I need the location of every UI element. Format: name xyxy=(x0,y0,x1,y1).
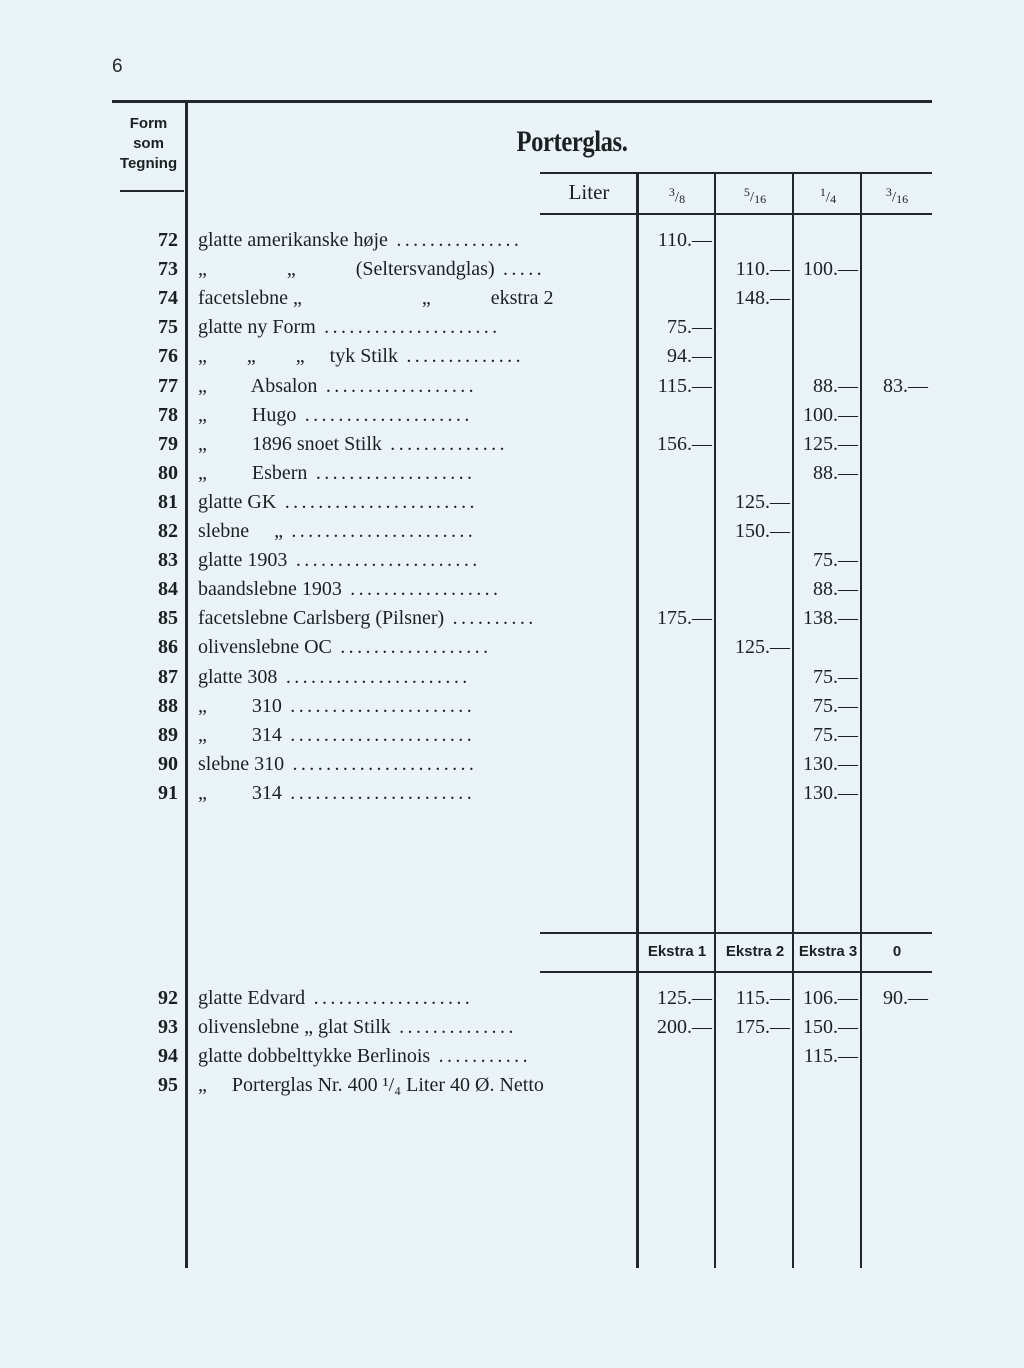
leader-dots: .................. xyxy=(317,374,478,397)
row-form-number: 93 xyxy=(158,1016,178,1039)
row-description: slebne „ ...................... xyxy=(198,520,477,542)
leader-dots: .............. xyxy=(390,1016,517,1039)
row-price-col-3: 88.— xyxy=(813,374,858,397)
row-description: glatte 308 ...................... xyxy=(198,665,471,688)
leader-dots: .................. xyxy=(341,578,502,601)
row-description: glatte dobbelttykke Berlinois ........... xyxy=(198,1045,531,1068)
page-number: 6 xyxy=(112,56,123,77)
page-title: Porterglas. xyxy=(516,125,628,158)
row-price-col-3: 100.— xyxy=(803,403,858,426)
row-form-number: 87 xyxy=(158,665,178,688)
price-table xyxy=(112,100,932,1270)
unit-col-4-denominator: 16 xyxy=(896,191,909,206)
row-form-number: 77 xyxy=(158,374,178,397)
row-form-number: 89 xyxy=(158,723,178,746)
row-description: slebne 310 ...................... xyxy=(198,752,478,775)
row-description: „ Porterglas Nr. 400 ¹/₄ Liter 40 Ø. Netto xyxy=(198,1074,544,1097)
row-description: „ 1896 snoet Stilk .............. xyxy=(198,432,508,455)
row-description: glatte Edvard ................... xyxy=(198,987,474,1009)
row-description: facetslebne Carlsberg (Pilsner) .......... xyxy=(198,607,537,630)
leader-dots: ............... xyxy=(387,229,523,251)
unit-col-2-numerator: 5 xyxy=(743,184,750,199)
unit-col-3-denominator: 4 xyxy=(830,191,837,206)
table-row xyxy=(112,663,932,692)
ekstra-header-col-4: 0 xyxy=(892,943,902,960)
table-row xyxy=(112,984,932,1013)
form-som-tegning-header xyxy=(112,114,185,174)
row-form-number: 79 xyxy=(158,432,178,455)
form-header-underline xyxy=(120,190,184,192)
table-row xyxy=(112,517,932,546)
row-price-col-3: 115.— xyxy=(803,1045,858,1068)
row-form-number: 86 xyxy=(158,636,178,659)
unit-header-bottom-rule xyxy=(540,213,932,215)
leader-dots: ...................... xyxy=(287,549,481,572)
row-price-col-3: 106.— xyxy=(803,987,858,1009)
row-price-col-2: 150.— xyxy=(735,520,790,542)
table-row xyxy=(112,226,932,255)
leader-dots: ...................... xyxy=(281,781,476,804)
table-row xyxy=(112,1013,932,1042)
row-price-col-2: 175.— xyxy=(735,1016,790,1039)
row-price-col-3: 88.— xyxy=(813,461,858,484)
leader-dots: ..................... xyxy=(315,316,501,339)
ekstra-header-col-2: Ekstra 2 xyxy=(725,943,785,960)
row-price-col-2: 148.— xyxy=(735,287,790,310)
table-row xyxy=(112,342,932,371)
table-row xyxy=(112,546,932,575)
row-description: olivenslebne „ glat Stilk .............. xyxy=(198,1016,517,1039)
row-description: „ 314 ...................... xyxy=(198,723,476,746)
row-description: „ 314 ...................... xyxy=(198,781,476,804)
row-form-number: 95 xyxy=(158,1074,178,1097)
row-description: „ Hugo .................... xyxy=(198,403,473,426)
row-form-number: 82 xyxy=(158,520,178,542)
unit-header-top-rule xyxy=(540,172,932,174)
row-description: „ „ „ tyk Stilk .............. xyxy=(198,345,524,368)
row-price-col-3: 75.— xyxy=(813,694,858,717)
row-description: glatte amerikanske høje ............... xyxy=(198,229,523,251)
row-price-col-3: 75.— xyxy=(813,723,858,746)
row-price-col-2: 110.— xyxy=(735,258,790,281)
row-price-col-1: 175.— xyxy=(657,607,712,630)
table-row xyxy=(112,750,932,779)
leader-dots: ....................... xyxy=(276,490,478,513)
table-row xyxy=(112,692,932,721)
row-description: „ Absalon .................. xyxy=(198,374,478,397)
row-price-col-3: 150.— xyxy=(803,1016,858,1039)
row-form-number: 80 xyxy=(158,461,178,484)
leader-dots: ........... xyxy=(430,1045,531,1068)
row-price-col-1: 75.— xyxy=(667,316,712,339)
row-description: glatte GK ....................... xyxy=(198,490,478,513)
form-header-line-2: som xyxy=(133,135,164,152)
row-form-number: 84 xyxy=(158,578,178,601)
row-price-col-3: 138.— xyxy=(803,607,858,630)
row-form-number: 76 xyxy=(158,345,178,368)
table-top-rule xyxy=(112,100,932,103)
unit-col-1-denominator: 8 xyxy=(679,191,686,206)
row-form-number: 74 xyxy=(158,287,178,310)
table-row xyxy=(112,401,932,430)
row-form-number: 91 xyxy=(158,781,178,804)
row-form-number: 75 xyxy=(158,316,178,339)
row-price-col-3: 100.— xyxy=(803,258,858,281)
row-price-col-3: 125.— xyxy=(803,432,858,455)
table-row xyxy=(112,313,932,342)
form-header-line-1: Form xyxy=(129,115,168,132)
row-price-col-2: 115.— xyxy=(735,987,790,1009)
unit-col-2-denominator: 16 xyxy=(754,191,767,206)
row-description: „ Esbern ................... xyxy=(198,461,476,484)
ekstra-header-top-rule xyxy=(540,932,932,934)
row-form-number: 92 xyxy=(158,987,178,1009)
ekstra-header-col-1: Ekstra 1 xyxy=(647,943,707,960)
row-description: baandslebne 1903 .................. xyxy=(198,578,502,601)
table-row xyxy=(112,284,932,313)
row-description: glatte ny Form ..................... xyxy=(198,316,501,339)
leader-dots: ...................... xyxy=(284,752,478,775)
row-description: facetslebne „ „ ekstra 2 xyxy=(198,287,554,310)
table-row xyxy=(112,430,932,459)
leader-dots: .............. xyxy=(381,432,508,455)
unit-col-1-numerator: 3 xyxy=(668,184,675,199)
row-form-number: 72 xyxy=(158,229,178,251)
row-price-col-2: 125.— xyxy=(735,636,790,659)
row-form-number: 88 xyxy=(158,694,178,717)
table-row xyxy=(112,721,932,750)
row-price-col-3: 75.— xyxy=(813,665,858,688)
row-price-col-3: 88.— xyxy=(813,578,858,601)
ekstra-header-col-3: Ekstra 3 xyxy=(798,943,858,960)
table-row xyxy=(112,779,932,808)
leader-dots: ................... xyxy=(307,461,476,484)
unit-header-col-4: $^3$/16 xyxy=(885,184,909,206)
row-price-col-2: 125.— xyxy=(735,490,790,513)
unit-header-col-1: $^3$/8 xyxy=(668,184,686,206)
row-description: „ „ (Seltersvandglas) ..... xyxy=(198,258,546,281)
ekstra-header-bottom-rule xyxy=(540,971,932,973)
table-row xyxy=(112,1042,932,1071)
leader-dots: ..... xyxy=(494,258,546,281)
leader-dots: ................... xyxy=(305,987,474,1009)
leader-dots: ...................... xyxy=(277,665,471,688)
leader-dots: ...................... xyxy=(281,723,476,746)
leader-dots: .......... xyxy=(444,607,537,630)
unit-header-liter: Liter xyxy=(568,180,610,204)
table-row xyxy=(112,255,932,284)
row-price-col-4: 83.— xyxy=(883,374,928,397)
row-price-col-1: 156.— xyxy=(657,432,712,455)
leader-dots: ...................... xyxy=(282,520,477,542)
row-description: glatte 1903 ...................... xyxy=(198,549,481,572)
unit-header-col-2: $^5$/16 xyxy=(743,184,767,206)
table-row xyxy=(112,372,932,401)
row-form-number: 90 xyxy=(158,752,178,775)
row-price-col-4: 90.— xyxy=(883,987,928,1009)
table-row xyxy=(112,459,932,488)
row-form-number: 73 xyxy=(158,258,178,281)
row-price-col-1: 94.— xyxy=(667,345,712,368)
row-price-col-1: 110.— xyxy=(657,229,712,251)
table-row xyxy=(112,633,932,662)
table-row xyxy=(112,488,932,517)
form-header-line-3: Tegning xyxy=(119,155,178,172)
row-form-number: 83 xyxy=(158,549,178,572)
leader-dots: .............. xyxy=(397,345,524,368)
unit-header-col-3: $^1$/4 xyxy=(819,184,837,206)
row-price-col-3: 75.— xyxy=(813,549,858,572)
row-description: „ 310 ...................... xyxy=(198,694,476,717)
row-form-number: 81 xyxy=(158,490,178,513)
row-form-number: 78 xyxy=(158,403,178,426)
table-row xyxy=(112,1071,932,1100)
row-description: olivenslebne OC .................. xyxy=(198,636,492,659)
row-price-col-1: 200.— xyxy=(657,1016,712,1039)
row-price-col-3: 130.— xyxy=(803,781,858,804)
row-form-number: 85 xyxy=(158,607,178,630)
unit-col-3-numerator: 1 xyxy=(819,184,826,199)
leader-dots: ...................... xyxy=(281,694,476,717)
row-price-col-1: 125.— xyxy=(657,987,712,1009)
table-row xyxy=(112,575,932,604)
leader-dots: .................. xyxy=(331,636,492,659)
unit-col-4-numerator: 3 xyxy=(885,184,892,199)
table-row xyxy=(112,604,932,633)
row-price-col-1: 115.— xyxy=(657,374,712,397)
leader-dots: .................... xyxy=(296,403,473,426)
row-price-col-3: 130.— xyxy=(803,752,858,775)
row-form-number: 94 xyxy=(158,1045,178,1068)
